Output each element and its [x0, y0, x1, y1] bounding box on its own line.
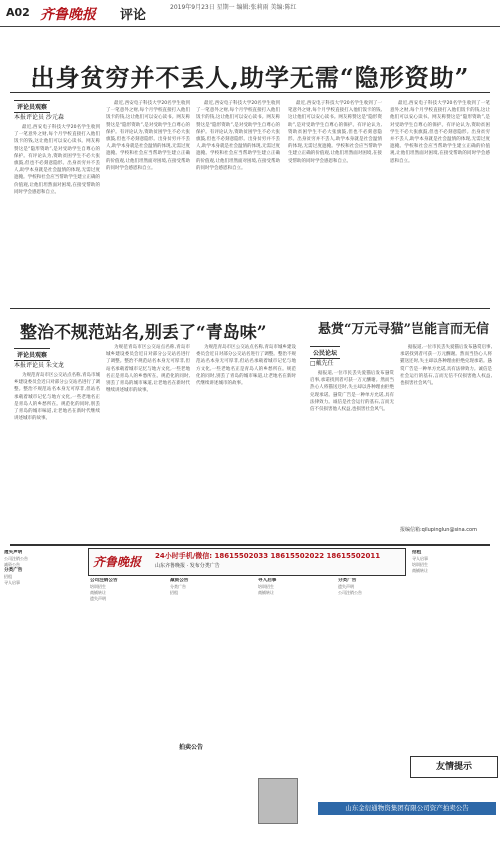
article1-label: 评论员观察 — [14, 100, 50, 113]
auction-notice-title: 拍卖公告 — [178, 744, 203, 751]
article2-column-3: 为规范青岛市区公交站点名称,青岛市城乡建设委员会近日对部分公交站名进行了调整。整治不规范站名本身无可厚非,但站名承载着城市记忆与地方文化,一些老地名正是青岛人的乡愁所在。规范化的同时,别丢了青岛的城市味道,让老地名在新时代继续讲述城市的故事。 — [196, 345, 296, 387]
page-number: A02 — [6, 6, 30, 19]
edition-meta: 2019年9月23日 星期一 编辑:张莉雨 美编:陈红 — [170, 4, 297, 11]
classified-subtitle: 山东齐鲁晚报 · 发布分类广告 — [155, 563, 220, 569]
friendly-reminder: 友情提示 — [410, 756, 498, 778]
brand-logo: 齐鲁晚报 — [40, 7, 96, 23]
headline-article1: 出身贫穷并不丢人,助学无需“隐形资助” — [30, 63, 470, 92]
article1-byline: 本报评论员 沙元森 — [14, 114, 64, 121]
headline-article3: 悬赏“万元寻猫”岂能言而无信 — [318, 322, 489, 337]
article2-byline: 本报评论员 朱文龙 — [14, 362, 64, 369]
article1-column-5: 最近,西安电子科技大学20名学生收到了一笔意外之财,每个月学校直接打入他们饭卡的钱,这让他们可以安心读书。网友称赞这是“隐形资助”,是对受助学生自尊心的保护。有评论认为,资助贫困学生不必大张旗鼓,但也不必刻意隐形。出身贫穷并不丢人,助学本身就是社会温情的体现,无需过度遮掩。学校和社会应当帮助学生建立正确的价值观,让他们坦然面对困境,在接受帮助的同时学会感恩和自立。 — [390, 101, 490, 164]
section-name: 评论 — [120, 8, 147, 23]
ad-column-3: 减资公告 分类广告 招租 — [170, 578, 189, 595]
auction-banner: 山东金衍通物资集团有限公司资产拍卖公告 — [318, 802, 496, 815]
headline-article2: 整治不规范站名,别丢了“青岛味” — [20, 323, 267, 343]
article3-label: 公民论坛 — [310, 346, 340, 359]
article3-byline: □戴先任 — [310, 360, 334, 367]
article2-column-1: 为规范青岛市区公交站点名称,青岛市城乡建设委员会近日对部分公交站名进行了调整。整治不规范站名本身无可厚非,但站名承载着城市记忆与地方文化,一些老地名正是青岛人的乡愁所在。规范化的同时,别丢了青岛的城市味道,让老地名在新时代继续讲述城市的故事。 — [14, 373, 100, 422]
hotline: 24小时手机/微信: 18615502033 18615502022 18615502011 — [155, 552, 381, 560]
divider — [10, 544, 490, 546]
article1-column-2: 最近,西安电子科技大学20名学生收到了一笔意外之财,每个月学校直接打入他们饭卡的钱,这让他们可以安心读书。网友称赞这是“隐形资助”,是对受助学生自尊心的保护。有评论认为,资助贫困学生不必大张旗鼓,但也不必刻意隐形。出身贫穷并不丢人,助学本身就是社会温情的体现,无需过度遮掩。学校和社会应当帮助学生建立正确的价值观,让他们坦然面对困境,在接受帮助的同时学会感恩和自立。 — [106, 101, 190, 171]
divider — [10, 92, 490, 93]
article2-label: 评论员观察 — [14, 348, 50, 361]
ad-column-left: 遗失声明 公司注销公告 减资公告 分类广告 招租 寻人启事 — [4, 550, 28, 585]
ad-column-2: 公司注销公告 培训招生 商铺转让 遗失声明 — [90, 578, 118, 601]
article1-column-1: 最近,西安电子科技大学20名学生收到了一笔意外之财,每个月学校直接打入他们饭卡的钱,这让他们可以安心读书。网友称赞这是“隐形资助”,是对受助学生自尊心的保护。有评论认为,资助贫困学生不必大张旗鼓,但也不必刻意隐形。出身贫穷并不丢人,助学本身就是社会温情的体现,无需过度遮掩。学校和社会应当帮助学生建立正确的价值观,让他们坦然面对困境,在接受帮助的同时学会感恩和自立。 — [14, 125, 100, 195]
person-photo — [258, 778, 298, 824]
classified-header — [88, 548, 406, 576]
article2-column-2: 为规范青岛市区公交站点名称,青岛市城乡建设委员会近日对部分公交站名进行了调整。整治不规范站名本身无可厚非,但站名承载着城市记忆与地方文化,一些老地名正是青岛人的乡愁所在。规范化的同时,别丢了青岛的城市味道,让老地名在新时代继续讲述城市的故事。 — [106, 345, 190, 394]
ad-column-4: 寻人启事 培训招生 商铺转让 — [258, 578, 277, 595]
article1-column-4: 最近,西安电子科技大学20名学生收到了一笔意外之财,每个月学校直接打入他们饭卡的钱,这让他们可以安心读书。网友称赞这是“隐形资助”,是对受助学生自尊心的保护。有评论认为,资助贫困学生不必大张旗鼓,但也不必刻意隐形。出身贫穷并不丢人,助学本身就是社会温情的体现,无需过度遮掩。学校和社会应当帮助学生建立正确的价值观,让他们坦然面对困境,在接受帮助的同时学会感恩和自立。 — [288, 101, 382, 164]
article3-email: 报编信箱:qilupinglun@sina.com — [400, 527, 477, 533]
page-header — [0, 0, 500, 27]
article1-column-3: 最近,西安电子科技大学20名学生收到了一笔意外之财,每个月学校直接打入他们饭卡的钱,这让他们可以安心读书。网友称赞这是“隐形资助”,是对受助学生自尊心的保护。有评论认为,资助贫困学生不必大张旗鼓,但也不必刻意隐形。出身贫穷并不丢人,助学本身就是社会温情的体现,无需过度遮掩。学校和社会应当帮助学生建立正确的价值观,让他们坦然面对困境,在接受帮助的同时学会感恩和自立。 — [196, 101, 280, 171]
classified-brand: 齐鲁晚报 — [93, 555, 142, 569]
article3-column-2: 据报道,一位市民丢失爱猫后发布悬赏启事,承诺找到者可获一万元酬谢。然而当热心人将猫送还时,失主却以各种理由拒绝兑现承诺。悬赏广告是一种单方允诺,具有法律效力。诚信是社会运行的基石,言而无信不仅损害他人权益,也损害社会风气。 — [400, 345, 492, 387]
divider — [10, 308, 490, 309]
ad-column-right: 招租 寻人启事 培训招生 商铺转让 — [412, 550, 428, 573]
article3-column-1: 据报道,一位市民丢失爱猫后发布悬赏启事,承诺找到者可获一万元酬谢。然而当热心人将猫送还时,失主却以各种理由拒绝兑现承诺。悬赏广告是一种单方允诺,具有法律效力。诚信是社会运行的基石,言而无信不仅损害他人权益,也损害社会风气。 — [310, 371, 394, 413]
ad-column-5: 分类广告 遗失声明 公司注销公告 — [338, 578, 362, 595]
